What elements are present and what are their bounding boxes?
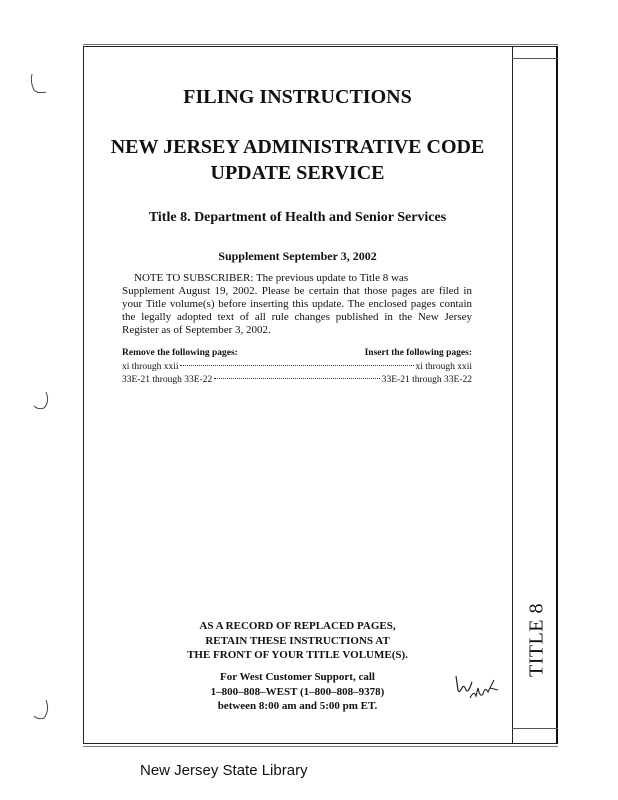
subscriber-note xyxy=(122,272,472,337)
remove-pages: xi through xxii xyxy=(122,362,179,372)
support-hours: between 8:00 am and 5:00 pm ET. xyxy=(217,700,378,712)
title-tab-label: TITLE 8 xyxy=(525,602,548,678)
dot-leader xyxy=(180,365,413,366)
subheading-line-1: NEW JERSEY ADMINISTRATIVE CODE xyxy=(110,136,485,158)
retain-line-2: RETAIN THESE INSTRUCTIONS AT xyxy=(205,634,390,647)
retain-line-1: AS A RECORD OF REPLACED PAGES, xyxy=(199,620,396,632)
dot-leader xyxy=(214,378,380,379)
insert-pages: xi through xxii xyxy=(415,362,472,372)
support-phone: 1–800–808–WEST (1–800–808–9378) xyxy=(210,685,385,698)
margin-mark xyxy=(28,70,50,98)
support-notice xyxy=(83,670,512,714)
retain-line-3: THE FRONT OF YOUR TITLE VOLUME(S). xyxy=(187,649,408,661)
margin-mark xyxy=(30,698,52,724)
pages-table xyxy=(122,348,472,387)
border-bottom-line xyxy=(83,746,558,747)
pages-table-header xyxy=(122,348,472,358)
table-row xyxy=(122,374,472,387)
border-top-line xyxy=(83,44,558,45)
tab-tick xyxy=(512,728,558,729)
subheading-line-2: UPDATE SERVICE xyxy=(210,162,385,184)
page-subheading xyxy=(83,134,512,186)
note-lead: NOTE TO SUBSCRIBER: The previous update to Title 8 was xyxy=(134,272,409,284)
retain-notice xyxy=(83,619,512,663)
title-tab xyxy=(522,590,552,690)
table-row xyxy=(122,361,472,374)
margin-mark xyxy=(30,390,52,416)
support-line-1: For West Customer Support, call xyxy=(220,671,375,683)
remove-header: Remove the following pages: xyxy=(122,348,238,358)
supplement-date: Supplement September 3, 2002 xyxy=(218,249,377,263)
note-body: Supplement August 19, 2002. Please be certain that those pages are filed in your Title volume(s) before inserting this update. The enclosed pages contain the legally adopted text of all rule changes published in the New Jersey Register as of September 3, 2002. xyxy=(122,285,472,336)
page-heading: FILING INSTRUCTIONS xyxy=(183,86,412,108)
tab-tick xyxy=(512,58,558,59)
title-line: Title 8. Department of Health and Senior Services xyxy=(148,210,447,225)
library-stamp: New Jersey State Library xyxy=(140,762,308,779)
remove-pages: 33E-21 through 33E-22 xyxy=(122,375,213,385)
insert-pages: 33E-21 through 33E-22 xyxy=(381,375,472,385)
insert-header: Insert the following pages: xyxy=(364,348,472,358)
handwritten-initials xyxy=(450,668,510,708)
tab-divider xyxy=(512,46,513,744)
